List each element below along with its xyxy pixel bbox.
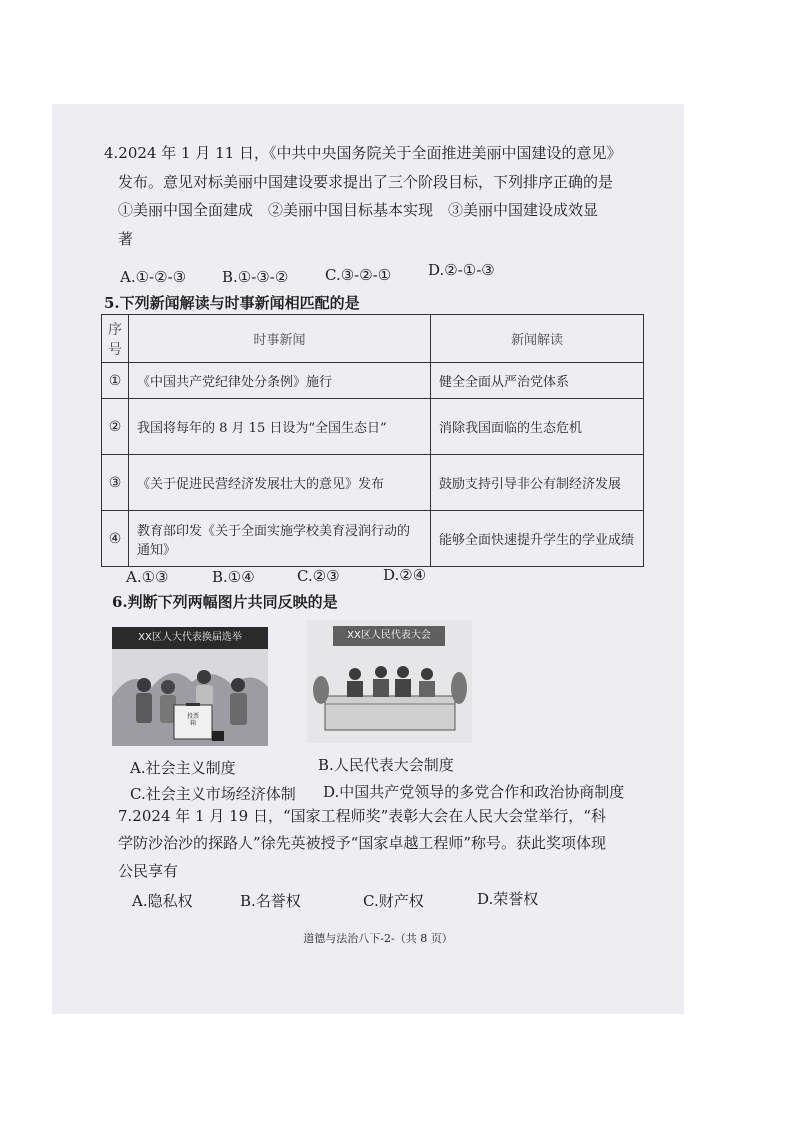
row-seq: ③ — [102, 455, 129, 511]
q5-option-c: C.②③ — [297, 567, 340, 585]
q7-option-a: A.隐私权 — [132, 892, 193, 910]
ballot-box-label: 投票箱 — [186, 713, 199, 727]
row-reading: 消除我国面临的生态危机 — [431, 399, 644, 455]
header-news: 时事新闻 — [129, 315, 431, 363]
row-seq: ④ — [102, 511, 129, 567]
table-row — [102, 363, 644, 399]
q5-stem: 5.下列新闻解读与时事新闻相匹配的是 — [104, 294, 360, 312]
row-reading: 鼓励支持引导非公有制经济发展 — [431, 455, 644, 511]
q4-option-c: C.③-②-① — [325, 266, 392, 284]
q6-stem: 6.判断下列两幅图片共同反映的是 — [112, 593, 338, 611]
q7-option-b: B.名誉权 — [240, 892, 301, 910]
page-footer: 道德与法治八下-2-（共 8 页） — [303, 932, 453, 945]
q6-option-b: B.人民代表大会制度 — [318, 756, 454, 774]
row-news: 我国将每年的 8 月 15 日设为“全国生态日” — [129, 399, 431, 455]
q4-option-d: D.②-①-③ — [428, 261, 495, 279]
election-scene-icon — [112, 627, 268, 746]
table-row — [102, 399, 644, 455]
q4-line4: 著 — [118, 230, 134, 248]
q7-option-c: C.财产权 — [363, 892, 424, 910]
q5-option-d: D.②④ — [383, 566, 427, 584]
header-reading: 新闻解读 — [431, 315, 644, 363]
q4-line1: 4.2024 年 1 月 11 日，《中共中央国务院关于全面推进美丽中国建设的意见》 — [104, 144, 622, 162]
row-news: 《中国共产党纪律处分条例》施行 — [129, 363, 431, 399]
q5-option-a: A.①③ — [126, 568, 169, 586]
table-header-row — [102, 315, 644, 363]
table-row — [102, 511, 644, 567]
q5-option-b: B.①④ — [212, 568, 255, 586]
q6-option-a: A.社会主义制度 — [130, 759, 236, 777]
q7-option-d: D.荣誉权 — [477, 890, 539, 908]
q4-option-b: B.①-③-② — [222, 268, 289, 286]
header-seq: 序号 — [102, 315, 129, 363]
news-table — [101, 314, 644, 567]
row-reading: 能够全面快速提升学生的学业成绩 — [431, 511, 644, 567]
q4-line2: 发布。意见对标美丽中国建设要求提出了三个阶段目标，下列排序正确的是 — [118, 173, 614, 191]
congress-illustration — [307, 620, 472, 743]
election-illustration — [112, 627, 268, 746]
q7-line3: 公民享有 — [118, 862, 179, 880]
q4-option-a: A.①-②-③ — [120, 268, 187, 286]
row-news: 《关于促进民营经济发展壮大的意见》发布 — [129, 455, 431, 511]
row-news: 教育部印发《关于全面实施学校美育浸润行动的通知》 — [129, 511, 431, 567]
row-seq: ① — [102, 363, 129, 399]
election-banner: XX区人大代表换届选举 — [112, 627, 268, 649]
row-reading: 健全全面从严治党体系 — [431, 363, 644, 399]
q7-line2: 学防沙治沙的探路人”徐先英被授予“国家卓越工程师”称号。获此奖项体现 — [118, 834, 607, 852]
q7-line1: 7.2024 年 1 月 19 日，“国家工程师奖”表彰大会在人民大会堂举行，“科 — [118, 807, 606, 825]
row-seq: ② — [102, 399, 129, 455]
q6-option-c: C.社会主义市场经济体制 — [130, 785, 296, 803]
table-row — [102, 455, 644, 511]
q4-line3: ①美丽中国全面建成 ②美丽中国目标基本实现 ③美丽中国建设成效显 — [118, 201, 599, 219]
q6-option-d: D.中国共产党领导的多党合作和政治协商制度 — [323, 783, 625, 801]
congress-banner: XX区人民代表大会 — [347, 630, 431, 641]
